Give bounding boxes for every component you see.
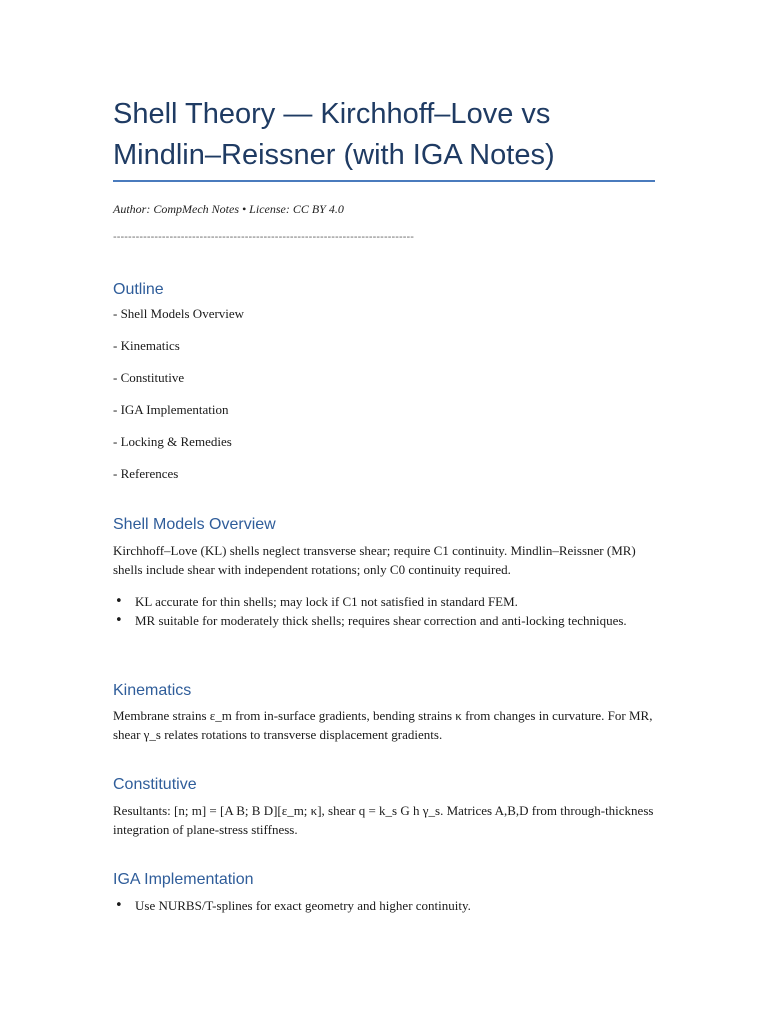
bullet-text: Use NURBS/T-splines for exact geometry and higher continuity. — [135, 898, 471, 913]
constitutive-paragraph: Resultants: [n; m] = [A B; B D][ε_m; κ], shear q = k_s G h γ_s. Matrices A,B,D from through-thickness integration of plane-stress stiffness. — [113, 803, 654, 837]
outline-item: - IGA Implementation — [113, 402, 229, 417]
outline-item: - Shell Models Overview — [113, 306, 245, 321]
outline-item: - Kinematics — [113, 338, 180, 353]
title-underline — [113, 180, 655, 182]
kinematics-paragraph: Membrane strains ε_m from in-surface gradients, bending strains κ from changes in curvature. For MR, shear γ_s relates rotations to transverse displacement gradients. — [113, 708, 653, 742]
bullet-text: KL accurate for thin shells; may lock if C1 not satisfied in standard FEM. — [135, 594, 518, 609]
bullet-text: MR suitable for moderately thick shells; requires shear correction and anti-locking techniques. — [135, 613, 627, 628]
section-heading-overview: Shell Models Overview — [113, 516, 276, 533]
section-heading-iga: IGA Implementation — [113, 871, 254, 888]
list-item — [113, 896, 655, 915]
bullet-icon: • — [115, 613, 123, 628]
outline-item: - Constitutive — [113, 370, 185, 385]
author-license-line: Author: CompMech Notes • License: CC BY 4.0 — [113, 202, 344, 216]
iga-bullet-list — [113, 896, 655, 915]
overview-paragraph: Kirchhoff–Love (KL) shells neglect transverse shear; require C1 continuity. Mindlin–Reissner (MR) shells include shear with independent rotations; only C0 continuity required. — [113, 543, 636, 577]
outline-heading: Outline — [113, 281, 164, 298]
overview-bullet-list — [113, 592, 655, 630]
list-item — [113, 592, 655, 611]
list-item — [113, 611, 655, 630]
bullet-icon: • — [115, 594, 123, 609]
outline-item: - References — [113, 466, 179, 481]
bullet-icon: • — [115, 898, 123, 913]
outline-item: - Locking & Remedies — [113, 434, 232, 449]
dashed-separator: -------------------------------------------------------------------------------- — [113, 231, 415, 243]
section-heading-constitutive: Constitutive — [113, 776, 197, 793]
section-heading-kinematics: Kinematics — [113, 682, 192, 699]
document-title: Shell Theory — Kirchhoff–Love vs Mindlin–Reissner (with IGA Notes) — [113, 98, 555, 171]
